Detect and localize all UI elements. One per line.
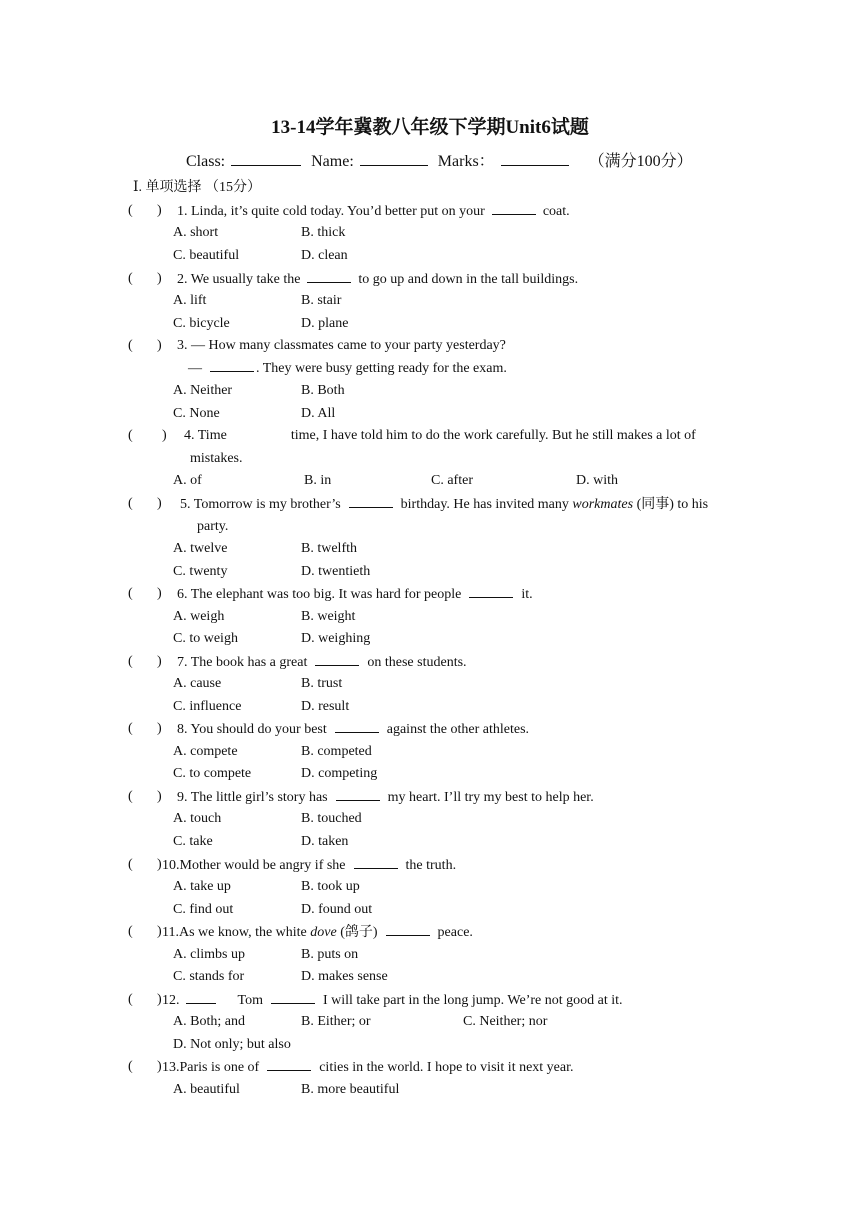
- page-title: 13-14学年冀教八年级下学期Unit6试题: [271, 117, 589, 138]
- option-c: C. influence: [173, 699, 242, 714]
- question-number: 4.: [184, 428, 195, 443]
- stem-text: to go up and down in the tall buildings.: [358, 272, 579, 287]
- stem-text: against the other athletes.: [386, 722, 530, 737]
- option-c: C. bicycle: [173, 316, 230, 331]
- option-d: D. plane: [301, 316, 349, 331]
- stem-text: We usually take the: [190, 272, 301, 287]
- stem-text: time, I have told him to do the work carefully. But he still makes a lot of: [290, 428, 696, 443]
- answer-blank: [336, 788, 380, 801]
- question-number: 6.: [177, 587, 188, 602]
- stem-text: Mother would be angry if she: [179, 858, 346, 873]
- option-d: D. All: [301, 406, 336, 421]
- answer-blank: [349, 495, 393, 508]
- answer-paren-right: ): [157, 924, 162, 939]
- option-b: B. competed: [301, 744, 372, 759]
- question-number: 11.: [162, 925, 179, 940]
- answer-blank: [267, 1058, 311, 1071]
- question-number: 7.: [177, 655, 188, 670]
- answer-paren-right: ): [157, 586, 162, 601]
- option-d: D. competing: [301, 766, 378, 781]
- answer-paren-right: ): [157, 338, 162, 353]
- question-stem: [177, 653, 467, 672]
- answer-blank: [386, 923, 430, 936]
- option-c: C. beautiful: [173, 248, 240, 263]
- stem-continuation: party.: [197, 519, 229, 534]
- option-c: C. to compete: [173, 766, 252, 781]
- class-blank: [231, 153, 301, 166]
- answer-paren-right: ): [157, 857, 162, 872]
- answer-paren-right: ): [157, 992, 162, 1007]
- option-a: A. of: [173, 473, 202, 488]
- question-number: 10.: [162, 858, 180, 873]
- stem-text: coat.: [542, 204, 570, 219]
- option-d: D. clean: [301, 248, 348, 263]
- option-a: A. short: [173, 225, 219, 240]
- question-stem: [162, 923, 473, 942]
- option-c: C. stands for: [173, 969, 245, 984]
- answer-paren-left: (: [128, 857, 133, 872]
- answer-paren-right: ): [157, 1059, 162, 1074]
- answer-paren-left: (: [128, 271, 133, 286]
- question-number: 5.: [180, 497, 191, 512]
- option-b: B. stair: [301, 293, 342, 308]
- option-a: A. beautiful: [173, 1082, 240, 1097]
- question-stem: [180, 495, 708, 514]
- option-a: A. take up: [173, 879, 231, 894]
- section-heading: Ⅰ. 单项选择 （15分）: [133, 180, 262, 195]
- question-number: 9.: [177, 790, 188, 805]
- answer-paren-right: ): [157, 271, 162, 286]
- name-blank: [360, 153, 428, 166]
- answer-paren-right: ): [162, 428, 167, 443]
- option-b: B. more beautiful: [301, 1082, 400, 1097]
- option-d: D. makes sense: [301, 969, 388, 984]
- option-c: C. Neither; nor: [463, 1014, 548, 1029]
- answer-blank: [186, 991, 216, 1004]
- italic-word: dove: [310, 925, 337, 940]
- answer-paren-left: (: [128, 1059, 133, 1074]
- full-score: （满分100分）: [588, 153, 693, 170]
- stem-text: Linda, it’s quite cold today. You’d better put on your: [191, 204, 485, 219]
- stem-text: (鸽子): [340, 925, 378, 940]
- answer-paren-right: ): [157, 203, 162, 218]
- answer-paren-left: (: [128, 203, 133, 218]
- stem-text: — How many classmates came to your party yesterday?: [191, 338, 506, 353]
- option-d: D. taken: [301, 834, 349, 849]
- answer-blank: [354, 856, 398, 869]
- question-number: 8.: [177, 722, 188, 737]
- stem-text: Tomorrow is my brother’s: [193, 497, 341, 512]
- stem-text: it.: [521, 587, 533, 602]
- stem-text: As we know, the white: [178, 925, 307, 940]
- dialogue-reply: [188, 359, 507, 378]
- marks-label: Marks：: [437, 153, 495, 170]
- stem-text: The book has a great: [190, 655, 308, 670]
- question-stem: [184, 427, 696, 445]
- option-a: A. weigh: [173, 609, 225, 624]
- option-d: D. twentieth: [301, 564, 371, 579]
- question-stem: [177, 720, 529, 739]
- class-label: Class:: [186, 153, 226, 170]
- stem-text: peace.: [437, 925, 473, 940]
- option-b: B. trust: [301, 676, 343, 691]
- answer-blank: [271, 991, 315, 1004]
- option-d: D. Not only; but also: [173, 1037, 291, 1052]
- option-b: B. in: [304, 473, 332, 488]
- question-stem: [162, 991, 623, 1010]
- option-c: C. find out: [173, 902, 234, 917]
- stem-text: You should do your best: [190, 722, 327, 737]
- marks-blank: [501, 153, 569, 166]
- answer-paren-left: (: [128, 496, 133, 511]
- option-b: B. weight: [301, 609, 356, 624]
- question-stem: [177, 585, 533, 604]
- option-c: C. twenty: [173, 564, 228, 579]
- option-a: A. lift: [173, 293, 207, 308]
- option-a: A. Both; and: [173, 1014, 245, 1029]
- stem-text: (同事) to his: [636, 497, 709, 512]
- question-number: 13.: [162, 1060, 180, 1075]
- stem-text: . They were busy getting ready for the exam.: [256, 361, 507, 376]
- question-number: 12.: [162, 993, 180, 1008]
- stem-continuation: mistakes.: [190, 451, 243, 466]
- answer-paren-left: (: [128, 654, 133, 669]
- option-b: B. took up: [301, 879, 360, 894]
- answer-paren-right: ): [157, 789, 162, 804]
- question-stem: [177, 788, 594, 807]
- option-b: B. thick: [301, 225, 346, 240]
- question-number: 3.: [177, 338, 188, 353]
- question-number: 2.: [177, 272, 188, 287]
- stem-text: The elephant was too big. It was hard for people: [190, 587, 462, 602]
- question-stem: [177, 202, 570, 221]
- answer-paren-left: (: [128, 789, 133, 804]
- option-c: C. after: [431, 473, 473, 488]
- question-stem: [162, 1058, 574, 1077]
- option-c: C. take: [173, 834, 213, 849]
- option-b: B. Either; or: [301, 1014, 371, 1029]
- answer-paren-right: ): [157, 721, 162, 736]
- question-stem: [177, 270, 578, 289]
- option-b: B. touched: [301, 811, 362, 826]
- stem-text: my heart. I’ll try my best to help her.: [387, 790, 594, 805]
- option-a: A. Neither: [173, 383, 233, 398]
- option-a: A. twelve: [173, 541, 228, 556]
- option-c: C. None: [173, 406, 220, 421]
- answer-paren-left: (: [128, 586, 133, 601]
- option-a: A. compete: [173, 744, 238, 759]
- option-a: A. touch: [173, 811, 222, 826]
- stem-text: the truth.: [405, 858, 457, 873]
- student-info-line: [186, 152, 693, 172]
- stem-text: I will take part in the long jump. We’re not good at it.: [322, 993, 623, 1008]
- stem-text: The little girl’s story has: [190, 790, 328, 805]
- answer-paren-right: ): [157, 496, 162, 511]
- stem-text: Time: [197, 428, 227, 443]
- question-stem: [162, 856, 456, 875]
- italic-word: workmates: [572, 497, 634, 512]
- option-b: B. twelfth: [301, 541, 357, 556]
- stem-text: Tom: [237, 993, 263, 1008]
- answer-paren-left: (: [128, 338, 133, 353]
- stem-text: birthday. He has invited many: [400, 497, 569, 512]
- question-stem: [177, 337, 506, 355]
- answer-paren-left: (: [128, 428, 133, 443]
- option-d: D. result: [301, 699, 350, 714]
- answer-blank: [492, 202, 536, 215]
- option-b: B. puts on: [301, 947, 359, 962]
- stem-text: Paris is one of: [179, 1060, 260, 1075]
- answer-blank: [335, 720, 379, 733]
- answer-paren-left: (: [128, 992, 133, 1007]
- name-label: Name:: [311, 153, 354, 170]
- option-b: B. Both: [301, 383, 345, 398]
- stem-text: on these students.: [367, 655, 467, 670]
- option-c: C. to weigh: [173, 631, 238, 646]
- option-a: A. cause: [173, 676, 222, 691]
- answer-paren-right: ): [157, 654, 162, 669]
- answer-paren-left: (: [128, 924, 133, 939]
- dash: —: [188, 361, 202, 376]
- option-a: A. climbs up: [173, 947, 245, 962]
- answer-blank: [315, 653, 359, 666]
- question-number: 1.: [177, 204, 188, 219]
- stem-text: cities in the world. I hope to visit it next year.: [319, 1060, 574, 1075]
- answer-blank: [210, 359, 254, 372]
- option-d: D. with: [576, 473, 618, 488]
- option-d: D. found out: [301, 902, 373, 917]
- answer-paren-left: (: [128, 721, 133, 736]
- answer-blank: [307, 270, 351, 283]
- answer-blank: [469, 585, 513, 598]
- option-d: D. weighing: [301, 631, 371, 646]
